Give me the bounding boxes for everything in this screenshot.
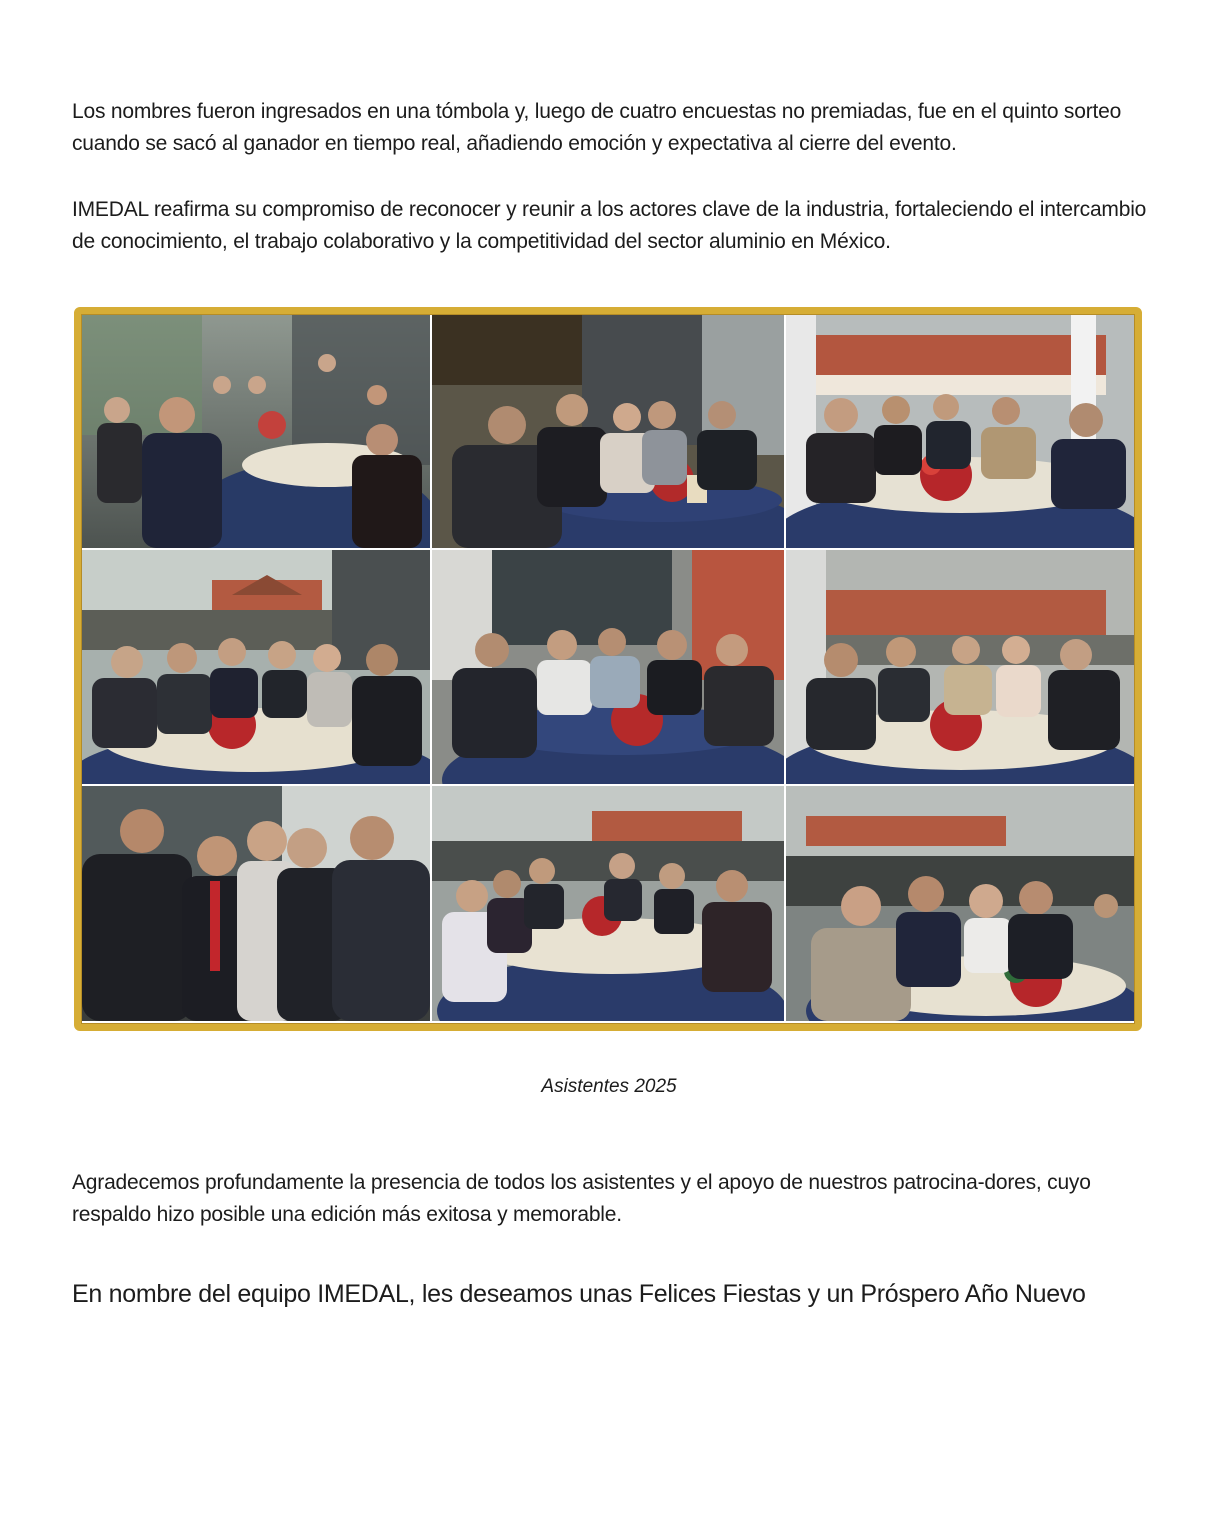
gallery-photo-4 — [82, 550, 430, 784]
gallery-photo-6 — [786, 550, 1134, 784]
gallery-photo-9 — [786, 786, 1134, 1021]
attendees-table-photo-8 — [432, 786, 784, 1021]
gallery-photo-2 — [432, 315, 784, 548]
gallery-photo-7 — [82, 786, 430, 1021]
photo-gallery-grid — [82, 315, 1134, 1023]
attendees-table-photo-3 — [786, 315, 1134, 548]
gallery-caption: Asistentes 2025 — [541, 1076, 677, 1097]
gallery-photo-1 — [82, 315, 430, 548]
attendees-table-photo-2 — [432, 315, 784, 548]
gallery-photo-8 — [432, 786, 784, 1021]
gallery-photo-5 — [432, 550, 784, 784]
photo-gallery-frame — [74, 307, 1142, 1031]
attendees-table-photo-4 — [82, 550, 430, 784]
gallery-photo-3 — [786, 315, 1134, 548]
attendees-table-photo-5 — [432, 550, 784, 784]
attendees-table-photo-9 — [786, 786, 1134, 1021]
intro-paragraph-commitment: IMEDAL reafirma su compromiso de reconocer y reunir a los actores clave de la industria, fortaleciendo el intercambio de conocimiento, el trabajo colaborativo y la competitividad del sector aluminio en México. — [72, 198, 1147, 253]
attendees-table-photo-6 — [786, 550, 1134, 784]
thanks-paragraph: Agradecemos profundamente la presencia de todos los asistentes y el apoyo de nuestros patrocina-dores, cuyo respaldo hizo posible una edición más exitosa y memorable. — [72, 1171, 1091, 1226]
intro-paragraph-raffle: Los nombres fueron ingresados en una tómbola y, luego de cuatro encuestas no premiadas, fue en el quinto sorteo cuando se sacó al ganador en tiempo real, añadiendo emoción y expectativa al cierre del evento. — [72, 100, 1122, 155]
attendees-table-photo-1 — [82, 315, 430, 548]
holiday-greeting: En nombre del equipo IMEDAL, les deseamos unas Felices Fiestas y un Próspero Año Nuevo — [72, 1280, 1086, 1308]
attendees-group-photo-7 — [82, 786, 430, 1021]
